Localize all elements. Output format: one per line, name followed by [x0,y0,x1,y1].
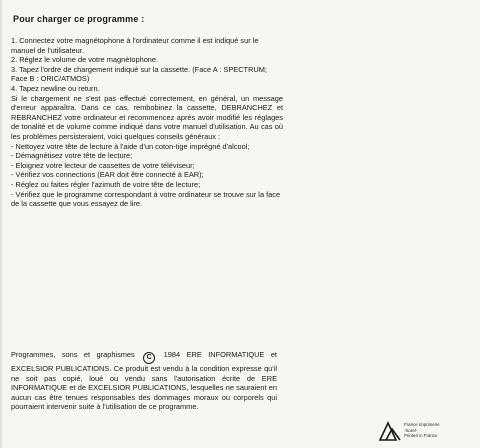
printer-credit [404,422,440,439]
tip-2: - Démagnétisez votre tête de lecture; [11,151,133,161]
step-4: 4. Tapez newline ou return. [11,83,100,93]
step-3: 3. Tapez l'ordre de chargement indiqué sur la cassette. (Face A : SPECTRUM; Face B : ORIC/ATMOS) [11,64,267,84]
page-title: Pour charger ce programme : [13,14,145,24]
copyright-text: 1984 ERE INFORMATIQUE et EXCELSIOR PUBLICATIONS. Ce produit est vendu à la condition expresse qu'il ne soit pas copié, loué ou vendu sans l'autorisation écrite de ERE INFORMATIQUE et de EXCELSIOR PUBLICATIONS, lesquelles ne sauraient en aucun cas être tenues responsables des dommages moraux ou corporels qui pourraient intervenir suite à l'utilisation de ce programme. [11,350,277,412]
printer-line-3: Printed in France [404,433,438,439]
tip-1: - Nettoyez votre tête de lecture à l'aide d'un coton-tige imprégné d'alcool; [11,141,250,151]
tip-6: - Vérifiez que le programme correspondant à votre ordinateur se trouve sur la face de la cassette que vous essayez de lire. [11,189,281,209]
printer-line-1: France Imprimerie [404,422,440,427]
step-2: 2. Réglez le volume de votre magnétophone. [11,55,159,65]
printer-logo-icon [378,421,402,441]
copyright-notice [11,350,277,412]
tip-4: - Vérifiez vos connections (EAR doit être connecté à EAR); [11,170,204,180]
tip-3: - Eloignez votre lecteur de cassettes de votre téléviseur; [11,160,195,170]
copyright-lead: Programmes, sons et graphismes [11,350,135,359]
printer-line-2: -Sorel- [404,427,418,433]
step-1: 1. Connectez votre magnétophone à l'ordinateur comme il est indiqué sur le manuel de l'utilisateur. [11,36,259,55]
tip-5: - Réglez ou faites régler l'azimuth de votre tête de lecture; [11,179,201,189]
troubleshooting-paragraph: Si le chargement ne s'est pas effectué correctement, en général, un message d'erreur apparaîtra. Dans ce cas, rembobinez la cassette, DEBRANCHEZ et REBRANCHEZ votre ordinateur et recommencez après avoir modifié les réglages de tonalité et de volume comme indiqué dans votre manuel d'utilisation. Au cas où les problèmes persisteraient, voici quelques conseils généraux : [11,93,283,141]
instructions-body [11,36,283,209]
page-fold-shadow [0,0,3,448]
copyright-icon: C [143,352,155,364]
